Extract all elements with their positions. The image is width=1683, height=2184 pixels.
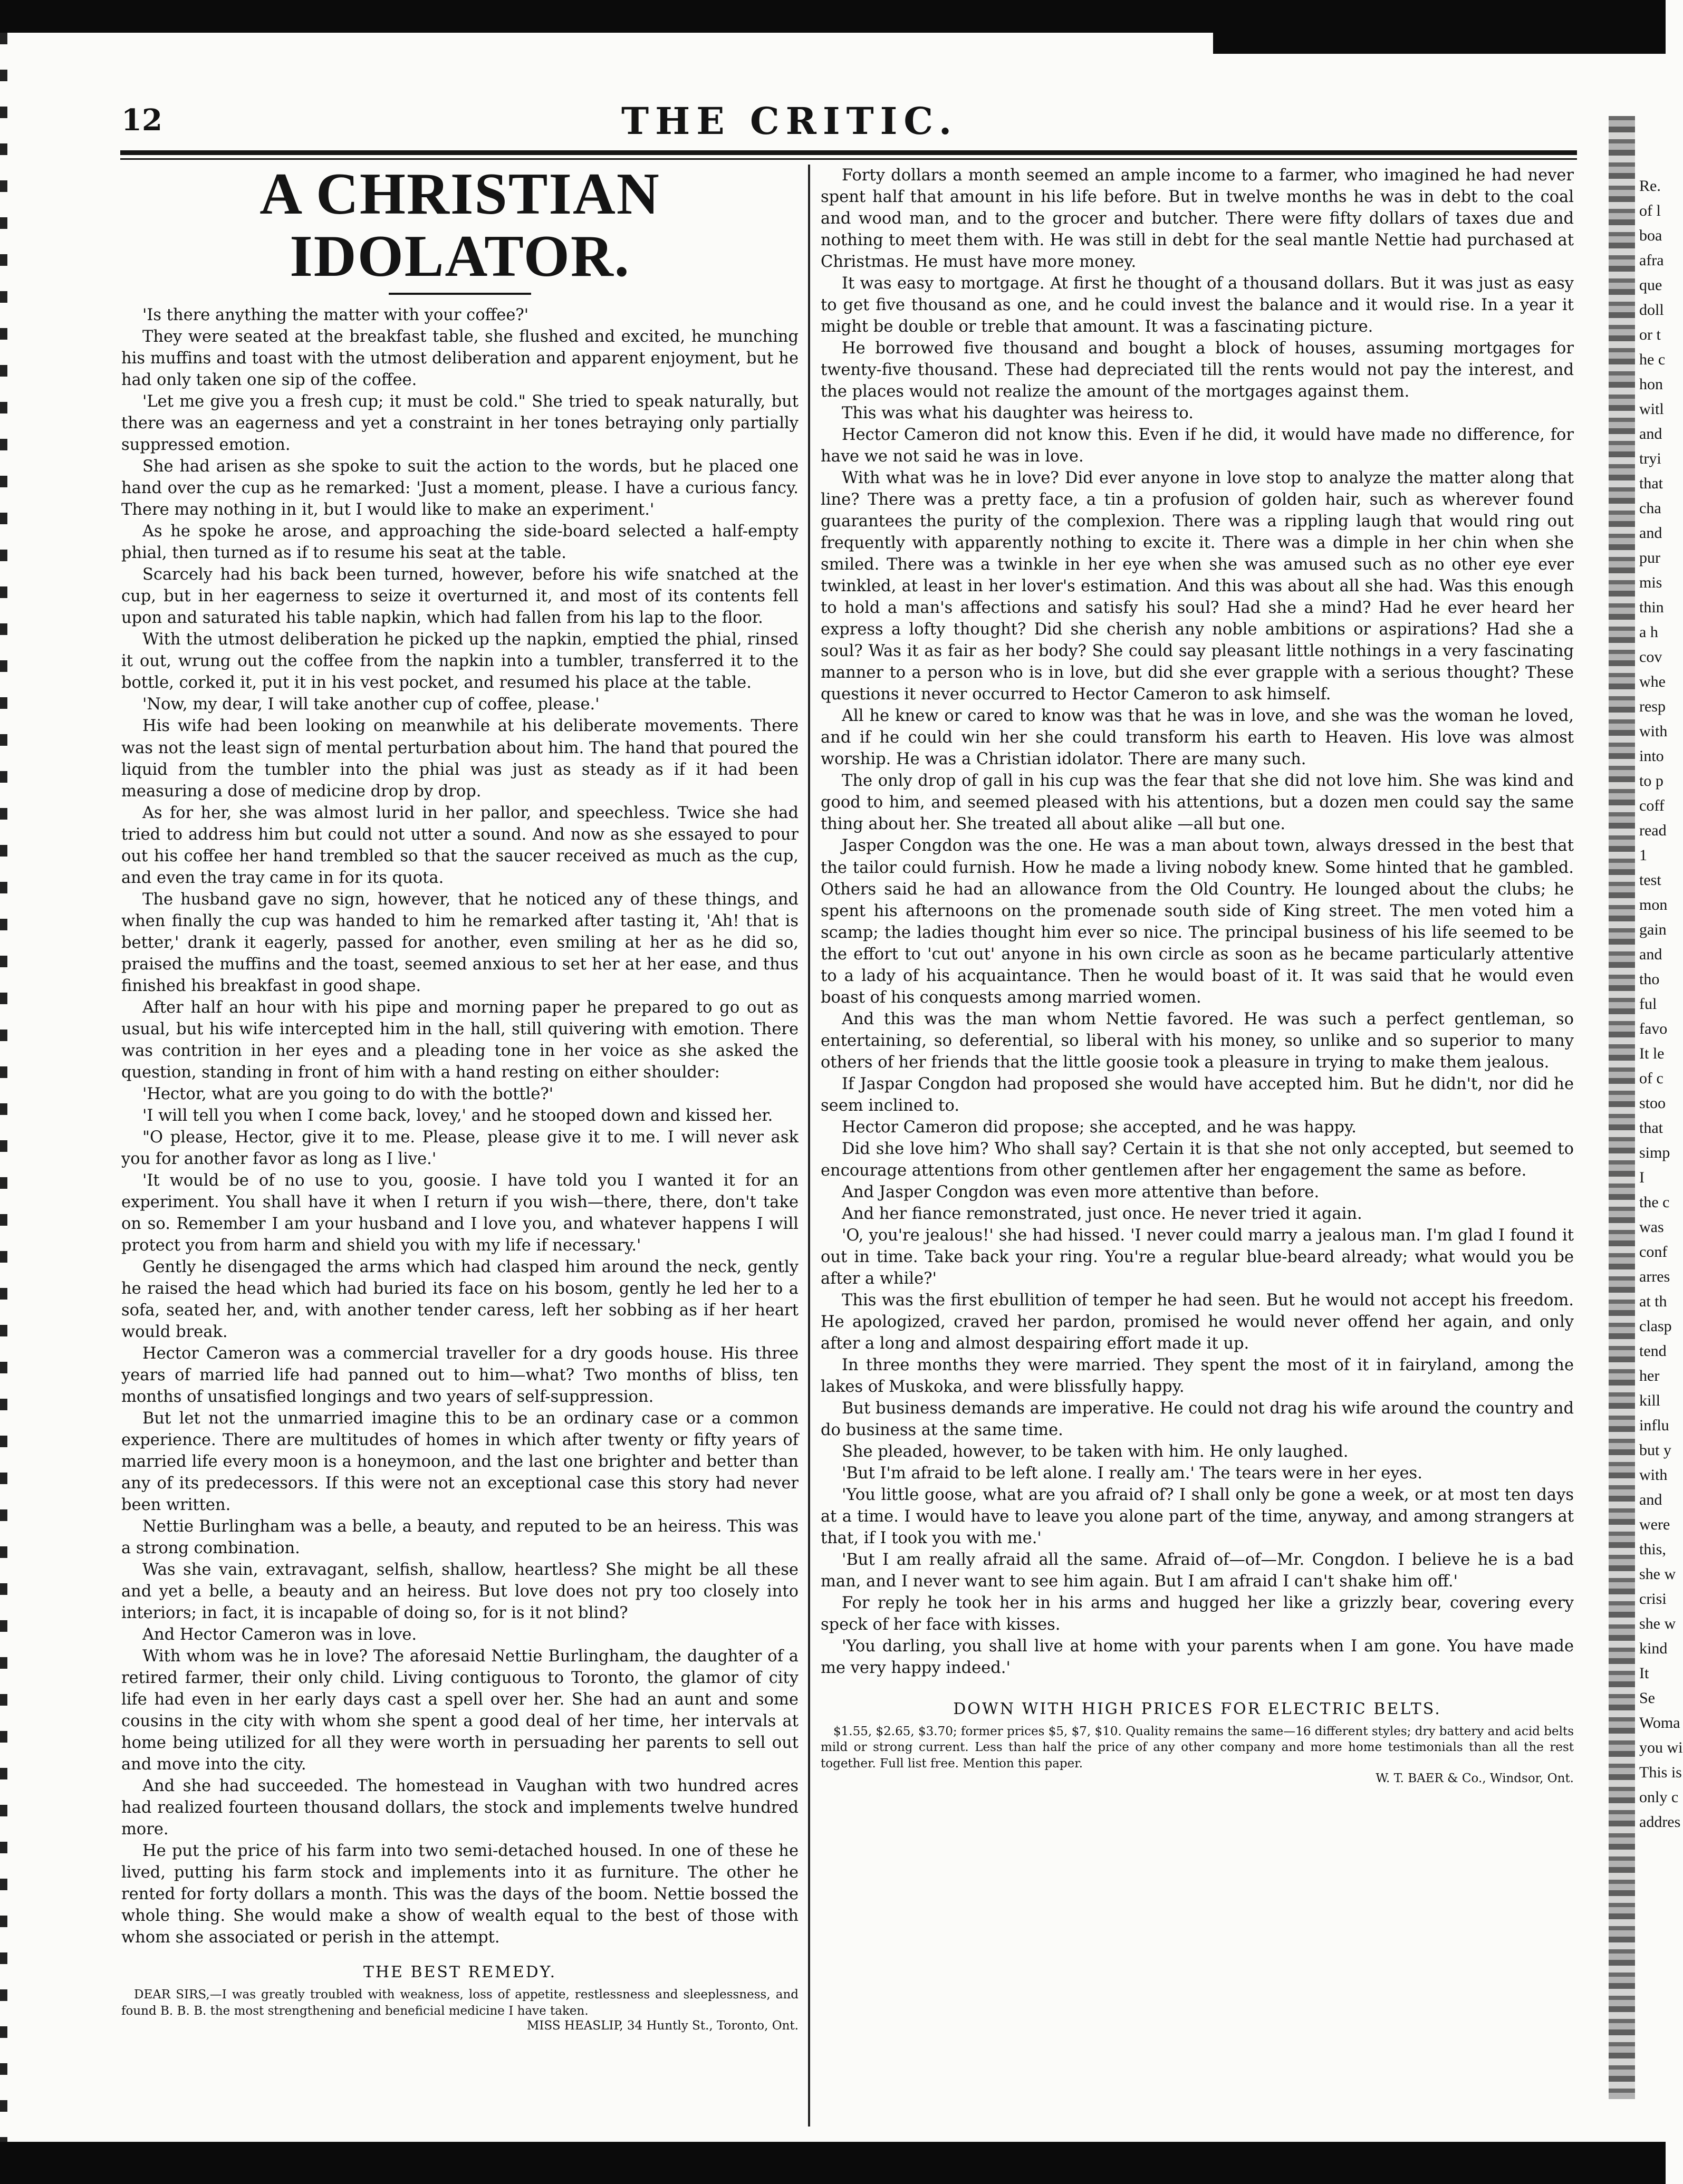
edge-fragment: Se bbox=[1639, 1689, 1655, 1707]
masthead-rule-thick bbox=[120, 150, 1577, 155]
edge-fragment: read bbox=[1639, 822, 1667, 839]
article-paragraph: The husband gave no sign, however, that he noticed any of these things, and when finally the cup was handed to him he remarked after tasting it, 'Ah! that is better,' drank it eagerly, passed for another, even smiling at her as he did so, praised the muffins and the toast, seemed anxious to set her at her ease, and thus finished his breakfast in good shape. bbox=[121, 890, 799, 995]
article-paragraph: 'O, you're jealous!' she had hissed. 'I never could marry a jealous man. I'm glad I found it out in time. Take back your ring. You're a regular blue-beard already; what would you be after a while?' bbox=[821, 1226, 1574, 1288]
edge-fragment: simp bbox=[1639, 1144, 1670, 1161]
article-paragraph: Hector Cameron was a commercial traveller for a dry goods house. His three years of married life had panned out to him—what? Two months of bliss, ten months of unsatisfied longings and two years of self-suppression. bbox=[121, 1344, 799, 1406]
edge-fragment: mis bbox=[1639, 574, 1662, 591]
masthead-title: THE CRITIC. bbox=[621, 99, 958, 143]
remedy-body: DEAR SIRS,—I was greatly troubled with weakness, loss of appetite, restlessness and sleeplessness, and found B. B. B. the most strengthening and beneficial medicine I have taken. bbox=[121, 1988, 799, 2018]
edge-fragment: stoo bbox=[1639, 1094, 1666, 1112]
article-paragraph: Jasper Congdon was the one. He was a man about town, always dressed in the best that the tailor could furnish. How he made a living nobody knew. Some hinted that he gambled. Others said he had an allowance from the Old Country. He lounged about the clubs; he spent his afternoons on the promenade south side of King street. The men voted him a scamp; the ladies thought him ever so nice. The principal business of his life seemed to be the effort to 'cut out' anyone in his own circle as soon as he became particularly attentive to a lady of his acquaintance. Then he would boast of it. It was said that he would even boast of his conquests among married women. bbox=[821, 836, 1574, 1007]
binding-gutter-shadow bbox=[1609, 116, 1635, 2099]
article-body-left bbox=[121, 304, 799, 1948]
edge-fragment: you wi bbox=[1639, 1739, 1683, 1756]
article-paragraph: With what was he in love? Did ever anyone in love stop to analyze the matter along that line? There was a pretty face, a tin a profusion of golden hair, such as wherever found guarantees the purity of the complexion. There was a rippling laugh that would ring out frequently with apparently nothing to excite it. There was a dimple in her chin when she smiled. There was a twinkle in her eye when she was amused such as no other eye ever twinkled, at least in her lover's estimation. And this was about all she had. Was this enough to hold a man's affections and satisfy his soul? Had she a mind? Had he ever heard her express a lofty thought? Did she cherish any noble ambitions or aspirations? Had she a soul? Was it as fair as her body? She could say pleasant little nothings in a very fascinating manner to a person who is in love, but did she ever grapple with a serious thought? These questions it never occurred to Hector Cameron to ask himself. bbox=[821, 469, 1574, 704]
edge-fragment: addres bbox=[1639, 1813, 1681, 1831]
article-paragraph: But business demands are imperative. He could not drag his wife around the country and do business at the same time. bbox=[821, 1399, 1574, 1439]
masthead-rule-thin bbox=[120, 158, 1577, 160]
article-paragraph: 'It would be of no use to you, goosie. I have told you I wanted it for an experiment. You shall have it when I return if you wish—there, there, don't take on so. Remember I am your husband and I love you, and whatever happens I will protect you from harm and shield you with my life if necessary.' bbox=[121, 1171, 799, 1255]
edge-fragment: 1 bbox=[1639, 846, 1647, 864]
article-paragraph: 'But I am really afraid all the same. Afraid of—of—Mr. Congdon. I believe he is a bad man, and I never want to see him again. But I am afraid I can't shake him off.' bbox=[821, 1551, 1574, 1591]
left-column bbox=[121, 163, 799, 2115]
edge-fragment: kind bbox=[1639, 1640, 1668, 1657]
article-paragraph: And her fiance remonstrated, just once. He never tried it again. bbox=[842, 1204, 1362, 1223]
page-number: 12 bbox=[121, 103, 162, 138]
edge-fragment: a h bbox=[1639, 623, 1658, 641]
column-divider bbox=[808, 165, 810, 2127]
edge-fragment: or t bbox=[1639, 326, 1661, 343]
article-paragraph: "O please, Hector, give it to me. Please, please give it to me. I will never ask you for another favor as long as I live.' bbox=[121, 1128, 799, 1168]
edge-fragment: tryi bbox=[1639, 450, 1661, 467]
article-paragraph: Forty dollars a month seemed an ample income to a farmer, who imagined he had never spent half that amount in his life before. But in twelve months he was in debt to the coal and wood man, and to the grocer and butcher. There were fifty dollars of taxes due and nothing to meet them with. He was still in debt for the seal mantle Nettie had purchased at Christmas. He must have more money. bbox=[821, 166, 1574, 272]
edge-fragment: witl bbox=[1639, 400, 1664, 418]
article-paragraph: The only drop of gall in his cup was the fear that she did not love him. She was kind and good to him, and seemed pleased with his attentions, but a dozen men could say the same thing about her. She treated all about alike —all but one. bbox=[821, 772, 1574, 834]
edge-fragment: doll bbox=[1639, 301, 1664, 319]
edge-fragment: It le bbox=[1639, 1045, 1665, 1062]
edge-fragment: her bbox=[1639, 1367, 1660, 1384]
edge-fragment: I bbox=[1639, 1169, 1644, 1186]
article-paragraph: This was what his daughter was heiress to. bbox=[842, 404, 1194, 423]
remedy-advert bbox=[121, 1963, 799, 2033]
article-headline: A CHRISTIAN IDOLATOR. bbox=[259, 161, 660, 289]
article-paragraph: And this was the man whom Nettie favored. He was such a perfect gentleman, so entertaining, so deferential, so liberal with his money, so unlike and so superior to many others of her friends that the little goosie took a pleasure in trying to make them jealous. bbox=[821, 1009, 1574, 1072]
edge-fragment: hon bbox=[1639, 376, 1663, 393]
remedy-signature: MISS HEASLIP, 34 Huntly St., Toronto, Ont. bbox=[526, 2019, 799, 2033]
article-paragraph: He put the price of his farm into two semi-detached housed. In one of these he lived, putting his farm stock and implements into it as furniture. The other he rented for forty dollars a month. This was the days of the boom. Nettie bossed the whole thing. She would make a show of wealth equal to the best of those with whom she associated or perish in the attempt. bbox=[121, 1842, 799, 1947]
belts-advert-signature: W. T. BAER & Co., Windsor, Ont. bbox=[1376, 1772, 1574, 1786]
article-paragraph: This was the first ebullition of temper he had seen. But he would not accept his freedom. He apologized, craved her pardon, promised he would never offend her again, and only after a long and almost despairing effort made it up. bbox=[821, 1291, 1574, 1353]
article-paragraph: With the utmost deliberation he picked up the napkin, emptied the phial, rinsed it out, wrung out the coffee from the napkin into a tumbler, transferred it to the bottle, corked it, put it in his vest pocket, and resumed his place at the table. bbox=[121, 630, 799, 692]
article-paragraph: 'I will tell you when I come back, lovey,' and he stooped down and kissed her. bbox=[142, 1106, 773, 1125]
scan-edge-left bbox=[0, 33, 7, 2142]
edge-fragment: only c bbox=[1639, 1788, 1679, 1806]
article-paragraph: And Hector Cameron was in love. bbox=[142, 1625, 417, 1644]
edge-fragment: the c bbox=[1639, 1194, 1670, 1211]
article-paragraph: In three months they were married. They spent the most of it in fairyland, among the lakes of Muskoka, and were blissfully happy. bbox=[821, 1355, 1574, 1396]
article-paragraph: She pleaded, however, to be taken with him. He only laughed. bbox=[842, 1442, 1349, 1461]
edge-fragment: to p bbox=[1639, 772, 1663, 790]
edge-fragment: gain bbox=[1639, 921, 1667, 938]
edge-fragment: test bbox=[1639, 871, 1661, 889]
article-paragraph: 'Now, my dear, I will take another cup of coffee, please.' bbox=[142, 695, 600, 714]
edge-fragment: Re. bbox=[1639, 177, 1661, 195]
edge-fragment: this, bbox=[1639, 1541, 1666, 1558]
article-paragraph: It was easy to mortgage. At first he thought of a thousand dollars. But it was just as easy to get five thousand as one, and he could invest the balance and it would rise. In a year it might be double or treble that amount. It was a fascinating picture. bbox=[821, 274, 1574, 336]
edge-fragment: whe bbox=[1639, 673, 1666, 690]
scan-border-bottom bbox=[0, 2142, 1666, 2184]
edge-fragment: she w bbox=[1639, 1565, 1676, 1583]
edge-fragment: tend bbox=[1639, 1342, 1667, 1360]
article-paragraph: But let not the unmarried imagine this to be an ordinary case or a common experience. There are multitudes of homes in which after twenty or fifty years of married life every moon is a honeymoon, and the last one brighter and better than any of its predecessors. If this were not an exceptional case this story had never been written. bbox=[121, 1409, 799, 1515]
article-paragraph: His wife had been looking on meanwhile at his deliberate movements. There was not the least sign of mental perturbation about him. The hand that poured the liquid from the tumbler into the phial was just as steady as if it had been measuring a dose of medicine drop by drop. bbox=[121, 717, 799, 801]
edge-fragment: arres bbox=[1639, 1268, 1670, 1285]
article-paragraph: 'You little goose, what are you afraid of? I shall only be gone a week, or at most ten days at a time. I would have to leave you alone part of the time, anyway, and among strangers at that, if I took you with me.' bbox=[821, 1485, 1574, 1547]
edge-fragment: thin bbox=[1639, 599, 1664, 616]
article-body-right bbox=[821, 165, 1574, 1679]
edge-fragment: It bbox=[1639, 1665, 1649, 1682]
edge-fragment: conf bbox=[1639, 1243, 1668, 1261]
edge-fragment: cov bbox=[1639, 648, 1662, 666]
edge-fragment: were bbox=[1639, 1516, 1670, 1533]
belts-advert-title: DOWN WITH HIGH PRICES FOR ELECTRIC BELTS. bbox=[953, 1700, 1441, 1719]
edge-fragment: that bbox=[1639, 475, 1663, 492]
article-paragraph: Nettie Burlingham was a belle, a beauty, and reputed to be an heiress. This was a strong combination. bbox=[121, 1517, 799, 1558]
edge-fragment: mon bbox=[1639, 896, 1668, 913]
article-paragraph: He borrowed five thousand and bought a block of houses, assuming mortgages for twenty-five thousand. These had depreciated till the rents would not pay the interest, and the places would not realize the amount of the mortgages against them. bbox=[821, 339, 1574, 401]
edge-fragment: kill bbox=[1639, 1392, 1661, 1409]
edge-fragment: influ bbox=[1639, 1417, 1669, 1434]
edge-fragment: was bbox=[1639, 1218, 1664, 1236]
edge-fragment: coff bbox=[1639, 797, 1665, 814]
edge-fragment: ful bbox=[1639, 995, 1657, 1013]
article-paragraph: 'You darling, you shall live at home with your parents when I am gone. You have made me very happy indeed.' bbox=[821, 1637, 1574, 1678]
edge-fragment: and bbox=[1639, 946, 1662, 963]
article-paragraph: After half an hour with his pipe and morning paper he prepared to go out as usual, but his wife intercepted him in the hall, still quivering with emotion. There was contrition in her eyes and a pleading tone in her voice as she asked the question, standing in front of him with a hand resting on either shoulder: bbox=[121, 998, 799, 1082]
article-paragraph: They were seated at the breakfast table, she flushed and excited, he munching his muffins and toast with the utmost deliberation and apparent enjoyment, but he had only taken one sip of the coffee. bbox=[121, 328, 799, 390]
edge-fragment: and bbox=[1639, 1491, 1662, 1508]
edge-fragment: with bbox=[1639, 723, 1668, 740]
edge-fragment: and bbox=[1639, 425, 1662, 442]
right-column bbox=[821, 165, 1574, 2116]
article-paragraph: Scarcely had his back been turned, however, before his wife snatched at the cup, but in her eagerness to seize it overturned it, and most of its contents fell upon and saturated his table napkin, which had fallen from his lap to the floor. bbox=[121, 565, 799, 628]
article-paragraph: And she had succeeded. The homestead in Vaughan with two hundred acres had realized fourteen thousand dollars, the stock and implements twelve hundred more. bbox=[121, 1777, 799, 1839]
article-paragraph: Hector Cameron did not know this. Even if he did, it would have made no difference, for have we not said he was in love. bbox=[821, 426, 1574, 466]
edge-fragment: que bbox=[1639, 276, 1662, 294]
adjacent-page-fragments bbox=[1639, 174, 1683, 2125]
article-paragraph: Did she love him? Who shall say? Certain it is that she not only accepted, but seemed to encourage attentions from other gentlemen after her engagement the same as before. bbox=[821, 1139, 1574, 1180]
article-paragraph: She had arisen as she spoke to suit the action to the words, but he placed one hand over the cup as he remarked: 'Just a moment, please. I have a curious fancy. There may nothing in it, but I would like to make an experiment.' bbox=[121, 457, 799, 519]
edge-fragment: with bbox=[1639, 1466, 1668, 1484]
article-paragraph: 'Let me give you a fresh cup; it must be cold." She tried to speak naturally, but there was an eagerness and yet a constraint in her tones betraying only partially suppressed emotion. bbox=[121, 392, 799, 455]
article-paragraph: As he spoke he arose, and approaching the side-board selected a half-empty phial, then turned as if to resume his seat at the table. bbox=[121, 522, 799, 563]
article-paragraph: As for her, she was almost lurid in her pallor, and speechless. Twice she had tried to address him but could not utter a sound. And now as she essayed to pour out his coffee her hand trembled so that the saucer received as much as the cup, and even the tray came in for its quota. bbox=[121, 803, 799, 887]
article-paragraph: Was she vain, extravagant, selfish, shallow, heartless? She might be all these and yet a belle, a beauty and an heiress. But love does not pry too closely into interiors; in fact, it is incapable of doing so, for is it not blind? bbox=[121, 1561, 799, 1623]
scan-border-top bbox=[0, 0, 1666, 33]
edge-fragment: clasp bbox=[1639, 1317, 1672, 1335]
article-paragraph: All he knew or cared to know was that he was in love, and she was the woman he loved, and if he could win her she could transform his earth to Heaven. His love was almost worship. He was a Christian idolator. There are many such. bbox=[821, 707, 1574, 769]
edge-fragment: Woma bbox=[1639, 1714, 1680, 1731]
article-paragraph: 'Is there anything the matter with your coffee?' bbox=[142, 306, 529, 325]
edge-fragment: boa bbox=[1639, 227, 1662, 244]
article-paragraph: Gently he disengaged the arms which had clasped him around the neck, gently he raised the head which had buried its face on his bosom, gently he led her to a sofa, seated her, and, with another tender caress, left her sobbing as if her heart would break. bbox=[121, 1257, 799, 1341]
edge-fragment: This is bbox=[1639, 1764, 1682, 1781]
edge-fragment: he c bbox=[1639, 351, 1666, 368]
article-paragraph: For reply he took her in his arms and hugged her like a grizzly bear, covering every speck of her face with kisses. bbox=[821, 1594, 1574, 1634]
edge-fragment: at th bbox=[1639, 1293, 1667, 1310]
remedy-title: THE BEST REMEDY. bbox=[363, 1963, 557, 1982]
edge-fragment: that bbox=[1639, 1119, 1663, 1137]
headline-rule bbox=[389, 293, 531, 295]
edge-fragment: tho bbox=[1639, 970, 1660, 988]
edge-fragment: favo bbox=[1639, 1020, 1668, 1037]
edge-fragment: into bbox=[1639, 747, 1664, 765]
article-paragraph: 'Hector, what are you going to do with the bottle?' bbox=[142, 1084, 554, 1103]
edge-fragment: and bbox=[1639, 524, 1662, 542]
edge-fragment: afra bbox=[1639, 252, 1664, 269]
edge-fragment: but y bbox=[1639, 1441, 1671, 1459]
article-paragraph: And Jasper Congdon was even more attentive than before. bbox=[842, 1182, 1320, 1201]
article-paragraph: If Jaspar Congdon had proposed she would have accepted him. But he didn't, nor did he seem inclined to. bbox=[821, 1074, 1574, 1115]
edge-fragment: she w bbox=[1639, 1615, 1676, 1632]
edge-fragment: of c bbox=[1639, 1070, 1663, 1087]
edge-fragment: pur bbox=[1639, 549, 1660, 566]
edge-fragment: cha bbox=[1639, 499, 1661, 517]
belts-advert-body: $1.55, $2.65, $3.70; former prices $5, $7, $10. Quality remains the same—16 different styles; dry battery and acid belts mild or strong current. Less than half the price of any other company and more home testimonials than all the rest together. Full list free. Mention this paper. bbox=[821, 1725, 1574, 1771]
article-paragraph: Hector Cameron did propose; she accepted, and he was happy. bbox=[842, 1118, 1357, 1137]
edge-fragment: of l bbox=[1639, 202, 1661, 219]
edge-fragment: crisi bbox=[1639, 1590, 1667, 1608]
article-paragraph: With whom was he in love? The aforesaid Nettie Burlingham, the daughter of a retired farmer, their only child. Living contiguous to Toronto, the glamor of city life had even in her early days cast a spell over her. She had an aunt and some cousins in the city with whom she spent a good deal of her time, her intervals at home being utilized for all they were worth in persuading her parents to sell out and move into the city. bbox=[121, 1647, 799, 1774]
scan-border-top-right bbox=[1213, 33, 1666, 54]
article-paragraph: 'But I'm afraid to be left alone. I really am.' The tears were in her eyes. bbox=[842, 1464, 1422, 1483]
edge-fragment: resp bbox=[1639, 698, 1666, 715]
